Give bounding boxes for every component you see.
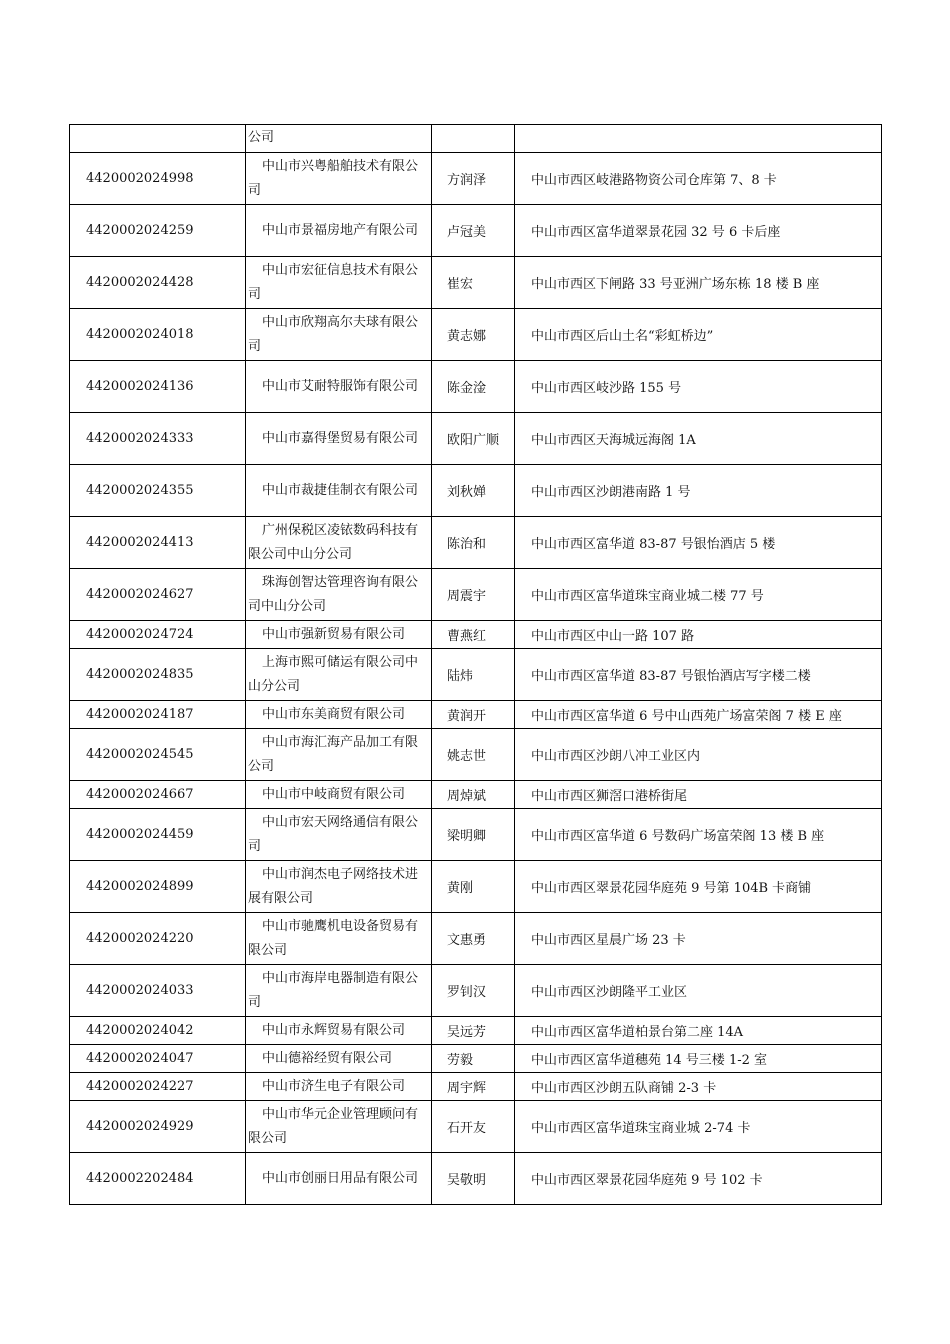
company-name-cell: 中山市兴粤船舶技术有限公司 xyxy=(246,153,432,205)
table-row xyxy=(70,1153,882,1205)
legal-representative-cell: 吴敬明 xyxy=(432,1153,515,1205)
address-cell: 中山市西区沙朗隆平工业区 xyxy=(515,965,882,1017)
table-row-continuation xyxy=(70,125,882,153)
legal-representative-cell: 黄润开 xyxy=(432,701,515,729)
address-cell: 中山市西区天海城远海阁 1A xyxy=(515,413,882,465)
table-row xyxy=(70,257,882,309)
legal-representative-cell: 黄志娜 xyxy=(432,309,515,361)
company-name-cell: 中山市华元企业管理顾问有限公司 xyxy=(246,1101,432,1153)
company-name-cell: 上海市熙可储运有限公司中山分公司 xyxy=(246,649,432,701)
table-row xyxy=(70,913,882,965)
company-name-cell: 中山德裕经贸有限公司 xyxy=(246,1045,432,1073)
registration-code-cell: 4420002024018 xyxy=(70,309,246,361)
table-row xyxy=(70,153,882,205)
company-name-cell: 中山市宏天网络通信有限公司 xyxy=(246,809,432,861)
legal-representative-cell: 黄刚 xyxy=(432,861,515,913)
address-cell: 中山市西区富华道 83-87 号银怡酒店 5 楼 xyxy=(515,517,882,569)
company-name-cell: 中山市裁捷佳制衣有限公司 xyxy=(246,465,432,517)
address-cell: 中山市西区富华道珠宝商业城 2-74 卡 xyxy=(515,1101,882,1153)
address-cell: 中山市西区下闸路 33 号亚洲广场东栋 18 楼 B 座 xyxy=(515,257,882,309)
company-name-cell: 中山市景福房地产有限公司 xyxy=(246,205,432,257)
address-cell: 中山市西区沙朗八冲工业区内 xyxy=(515,729,882,781)
legal-representative-cell: 刘秋婵 xyxy=(432,465,515,517)
table-row xyxy=(70,1045,882,1073)
table-row xyxy=(70,1017,882,1045)
legal-representative-cell: 姚志世 xyxy=(432,729,515,781)
legal-representative-cell: 周宇辉 xyxy=(432,1073,515,1101)
registration-code-cell: 4420002024724 xyxy=(70,621,246,649)
registration-code-cell: 4420002024667 xyxy=(70,781,246,809)
address-cell: 中山市西区沙朗港南路 1 号 xyxy=(515,465,882,517)
registration-code-cell: 4420002024042 xyxy=(70,1017,246,1045)
company-name-cell: 中山市海汇海产品加工有限公司 xyxy=(246,729,432,781)
legal-representative-cell: 周焯斌 xyxy=(432,781,515,809)
registration-code-cell: 4420002024459 xyxy=(70,809,246,861)
table-row xyxy=(70,809,882,861)
company-name-cell: 中山市强新贸易有限公司 xyxy=(246,621,432,649)
registration-code-cell: 4420002024047 xyxy=(70,1045,246,1073)
address-cell: 中山市西区富华道柏景台第二座 14A xyxy=(515,1017,882,1045)
registration-code-cell: 4420002024627 xyxy=(70,569,246,621)
registration-code-cell: 4420002024929 xyxy=(70,1101,246,1153)
table-row xyxy=(70,1073,882,1101)
company-name-cell: 中山市宏征信息技术有限公司 xyxy=(246,257,432,309)
legal-representative-cell: 陈金淦 xyxy=(432,361,515,413)
address-cell: 中山市西区岐沙路 155 号 xyxy=(515,361,882,413)
legal-representative-cell: 崔宏 xyxy=(432,257,515,309)
registration-code-cell: 4420002202484 xyxy=(70,1153,246,1205)
table-row xyxy=(70,781,882,809)
address-cell: 中山市西区星晨广场 23 卡 xyxy=(515,913,882,965)
legal-representative-cell: 劳毅 xyxy=(432,1045,515,1073)
table-row xyxy=(70,205,882,257)
table-row xyxy=(70,729,882,781)
address-cell: 中山市西区富华道 83-87 号银怡酒店写字楼二楼 xyxy=(515,649,882,701)
address-cell: 中山市西区岐港路物资公司仓库第 7、8 卡 xyxy=(515,153,882,205)
table-row xyxy=(70,965,882,1017)
address-cell: 中山市西区后山土名“彩虹桥边” xyxy=(515,309,882,361)
table-row xyxy=(70,701,882,729)
company-name-cell: 公司 xyxy=(246,125,432,153)
company-registry-table xyxy=(69,124,882,1205)
legal-representative-cell: 石开友 xyxy=(432,1101,515,1153)
company-name-cell: 中山市永辉贸易有限公司 xyxy=(246,1017,432,1045)
address-cell xyxy=(515,125,882,153)
company-name-cell: 广州保税区凌铱数码科技有限公司中山分公司 xyxy=(246,517,432,569)
legal-representative-cell: 罗钊汉 xyxy=(432,965,515,1017)
address-cell: 中山市西区富华道珠宝商业城二楼 77 号 xyxy=(515,569,882,621)
table-row xyxy=(70,649,882,701)
legal-representative-cell: 卢冠美 xyxy=(432,205,515,257)
table-row xyxy=(70,309,882,361)
address-cell: 中山市西区富华道 6 号中山西苑广场富荣阁 7 楼 E 座 xyxy=(515,701,882,729)
registration-code-cell: 4420002024998 xyxy=(70,153,246,205)
company-name-cell: 中山市海岸电器制造有限公司 xyxy=(246,965,432,1017)
address-cell: 中山市西区沙朗五队商铺 2-3 卡 xyxy=(515,1073,882,1101)
table-row xyxy=(70,413,882,465)
legal-representative-cell: 周震宇 xyxy=(432,569,515,621)
company-name-cell: 中山市嘉得堡贸易有限公司 xyxy=(246,413,432,465)
table-row xyxy=(70,517,882,569)
table-row xyxy=(70,465,882,517)
legal-representative-cell: 方润泽 xyxy=(432,153,515,205)
table-row xyxy=(70,361,882,413)
address-cell: 中山市西区翠景花园华庭苑 9 号第 104B 卡商铺 xyxy=(515,861,882,913)
table-row xyxy=(70,621,882,649)
address-cell: 中山市西区富华道翠景花园 32 号 6 卡后座 xyxy=(515,205,882,257)
legal-representative-cell: 曹燕红 xyxy=(432,621,515,649)
table-row xyxy=(70,861,882,913)
legal-representative-cell: 文惠勇 xyxy=(432,913,515,965)
registration-code-cell: 4420002024333 xyxy=(70,413,246,465)
company-name-cell: 中山市济生电子有限公司 xyxy=(246,1073,432,1101)
legal-representative-cell: 欧阳广顺 xyxy=(432,413,515,465)
registration-code-cell: 4420002024355 xyxy=(70,465,246,517)
company-name-cell: 中山市艾耐特服饰有限公司 xyxy=(246,361,432,413)
company-name-cell: 中山市润杰电子网络技术进展有限公司 xyxy=(246,861,432,913)
registration-code-cell: 4420002024259 xyxy=(70,205,246,257)
address-cell: 中山市西区富华道 6 号数码广场富荣阁 13 楼 B 座 xyxy=(515,809,882,861)
address-cell: 中山市西区中山一路 107 路 xyxy=(515,621,882,649)
registration-code-cell: 4420002024899 xyxy=(70,861,246,913)
company-name-cell: 中山市东美商贸有限公司 xyxy=(246,701,432,729)
company-name-cell: 中山市欣翔高尔夫球有限公司 xyxy=(246,309,432,361)
registration-code-cell: 4420002024545 xyxy=(70,729,246,781)
legal-representative-cell: 陈治和 xyxy=(432,517,515,569)
company-name-cell: 中山市创丽日用品有限公司 xyxy=(246,1153,432,1205)
registration-code-cell: 4420002024220 xyxy=(70,913,246,965)
company-name-cell: 中山市中岐商贸有限公司 xyxy=(246,781,432,809)
company-name-cell: 中山市驰鹰机电设备贸易有限公司 xyxy=(246,913,432,965)
registration-code-cell: 4420002024835 xyxy=(70,649,246,701)
table-row xyxy=(70,569,882,621)
legal-representative-cell: 梁明卿 xyxy=(432,809,515,861)
address-cell: 中山市西区富华道穗苑 14 号三楼 1-2 室 xyxy=(515,1045,882,1073)
legal-representative-cell: 吴远芳 xyxy=(432,1017,515,1045)
registration-code-cell: 4420002024187 xyxy=(70,701,246,729)
registration-code-cell: 4420002024136 xyxy=(70,361,246,413)
registration-code-cell: 4420002024413 xyxy=(70,517,246,569)
registration-code-cell: 4420002024428 xyxy=(70,257,246,309)
registration-code-cell xyxy=(70,125,246,153)
legal-representative-cell xyxy=(432,125,515,153)
address-cell: 中山市西区狮滘口港桥街尾 xyxy=(515,781,882,809)
registration-code-cell: 4420002024033 xyxy=(70,965,246,1017)
company-name-cell: 珠海创智达管理咨询有限公司中山分公司 xyxy=(246,569,432,621)
legal-representative-cell: 陆炜 xyxy=(432,649,515,701)
table-row xyxy=(70,1101,882,1153)
registration-code-cell: 4420002024227 xyxy=(70,1073,246,1101)
address-cell: 中山市西区翠景花园华庭苑 9 号 102 卡 xyxy=(515,1153,882,1205)
